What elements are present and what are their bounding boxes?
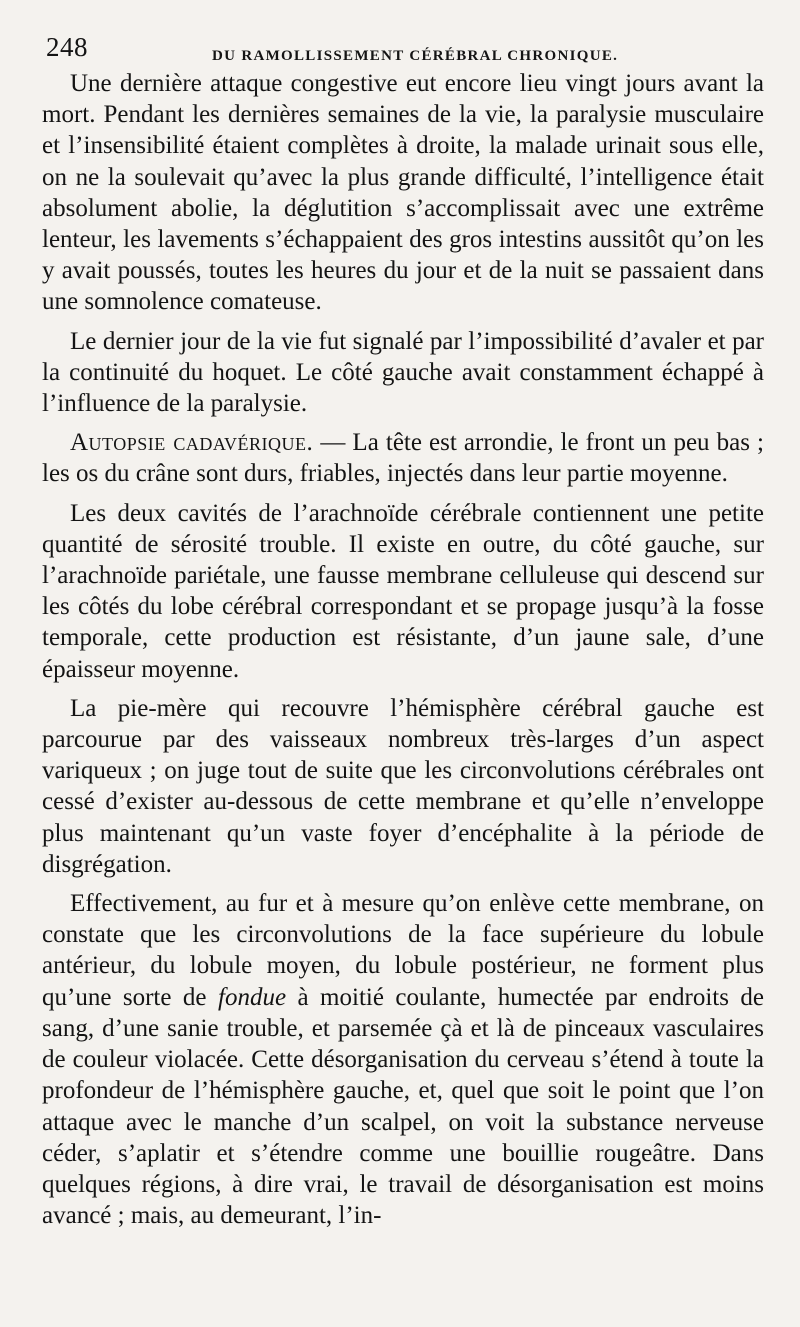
paragraph-1: Une dernière attaque congestive eut encore lieu vingt jours avant la mort. Pendant les dernières semaines de la vie, la paralysie musculaire et l’insensibilité étaient complètes à droite, la malade urinait sous elle, on ne la soulevait qu’avec la plus grande difficulté, l’intelligence était absolument abolie, la déglutition s’accomplissait avec une extrême lenteur, les lavements s’échappaient des gros intestins aussitôt qu’on les y avait poussés, toutes les heures du jour et de la nuit se passaient dans une somnolence comateuse. bbox=[42, 70, 764, 316]
paragraph-2: Le dernier jour de la vie fut signalé par l’impossibilité d’avaler et par la continuité du hoquet. Le côté gauche avait constamment échappé à l’influence de la paralysie. bbox=[42, 327, 764, 418]
page-number: 248 bbox=[46, 32, 88, 62]
italic-term: fondue bbox=[218, 983, 287, 1011]
paragraph-3 bbox=[42, 427, 764, 489]
paragraph-5: La pie-mère qui recouvre l’hémisphère cérébral gauche est parcourue par des vaisseaux nombreux très-larges d’un aspect variqueux ; on juge tout de suite que les circonvolutions cérébrales ont cessé d’exister au-dessous de cette membrane et qu’elle n’enveloppe plus maintenant qu’un vaste foyer d’encéphalite à la période de disgrégation. bbox=[42, 694, 764, 878]
paragraph-6 bbox=[42, 888, 764, 1231]
body-text bbox=[42, 68, 764, 1231]
page-header bbox=[42, 30, 764, 68]
running-head: DU RAMOLLISSEMENT CÉRÉBRAL CHRONIQUE. bbox=[212, 48, 619, 64]
paragraph-3-text: — La tête est arrondie, le front un peu bas ; les os du crâne sont durs, friables, injectés dans leur partie moyenne. bbox=[42, 429, 764, 488]
paragraph-6-text-b: à moitié coulante, humectée par endroits de sang, d’une sanie trouble, et parsemée çà et là de pinceaux vasculaires de couleur violacée. Cette désorganisation du cerveau s’étend à toute la profondeur de l’hémisphère gauche, et, quel que soit le point que l’on attaque avec le manche d’un scalpel, on voit la substance nerveuse céder, s’aplatir et s’étendre comme une bouillie rougeâtre. Dans quelques régions, à dire vrai, le travail de désorganisation est moins avancé ; mais, au demeurant, l’in- bbox=[42, 983, 764, 1230]
paragraph-4: Les deux cavités de l’arachnoïde cérébrale contiennent une petite quantité de sérosité trouble. Il existe en outre, du côté gauche, sur l’arachnoïde pariétale, une fausse membrane celluleuse qui descend sur les côtés du lobe cérébral correspondant et se propage jusqu’à la fosse temporale, cette production est résistante, d’un jaune sale, d’une épaisseur moyenne. bbox=[42, 499, 764, 683]
paragraph-6-text-a: Effectivement, au fur et à mesure qu’on enlève cette membrane, on constate que les circonvolutions de la face supérieure du lobule antérieur, du lobule moyen, du lobule postérieur, ne forment plus qu’une sorte de bbox=[42, 890, 764, 1011]
autopsy-heading: Autopsie cadavérique. bbox=[70, 429, 314, 457]
